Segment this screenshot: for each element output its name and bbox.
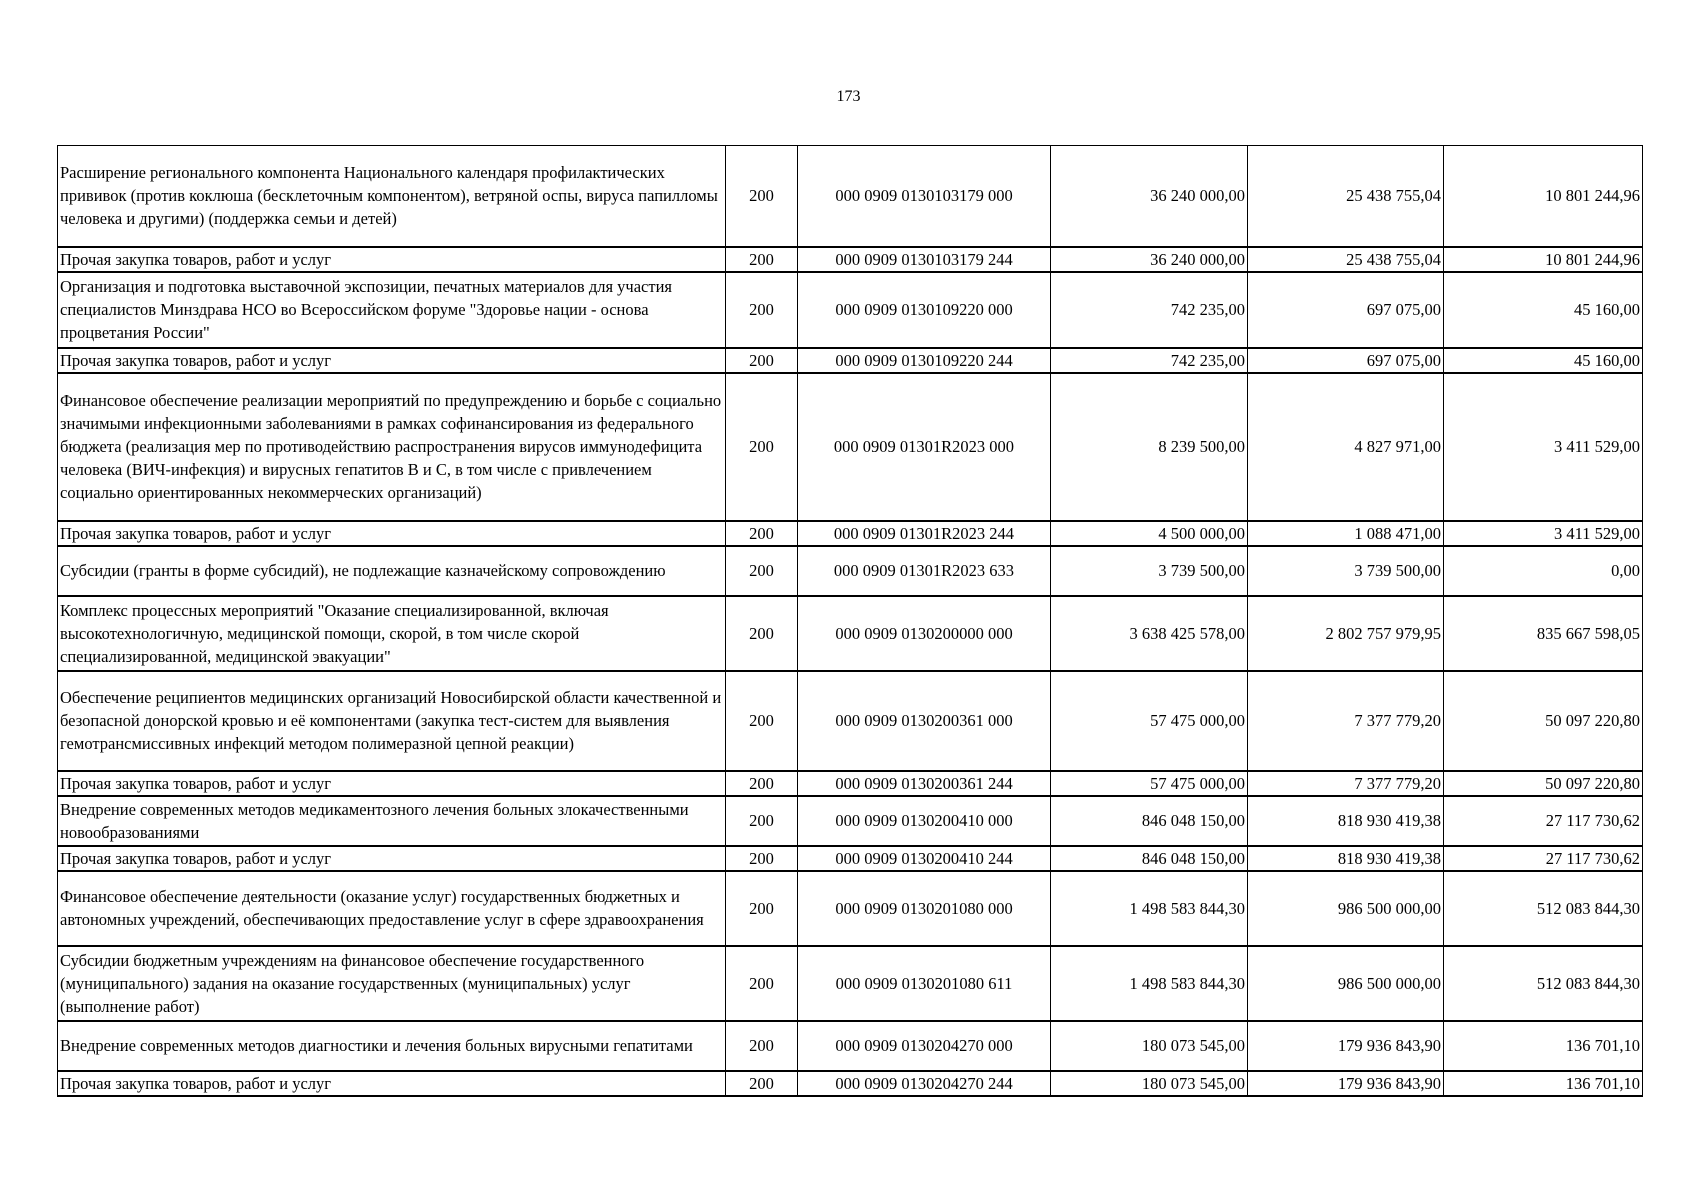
row-kbk: 000 0909 0130103179 244 <box>798 247 1051 272</box>
table-row <box>58 521 1643 546</box>
row-executed: 818 930 419,38 <box>1248 796 1444 846</box>
row-unexecuted: 50 097 220,80 <box>1444 771 1643 796</box>
row-approved: 742 235,00 <box>1051 348 1248 373</box>
row-name: Внедрение современных методов медикаментозного лечения больных злокачественными новообразованиями <box>58 796 726 846</box>
row-approved: 1 498 583 844,30 <box>1051 946 1248 1021</box>
table-row <box>58 247 1643 272</box>
row-executed: 25 438 755,04 <box>1248 146 1444 247</box>
row-name: Финансовое обеспечение реализации мероприятий по предупреждению и борьбе с социально значимыми инфекционными заболеваниями в рамках софинансирования из федерального бюджета (реализация мер по противодействию распространения вирусов иммунодефицита человека (ВИЧ-инфекция) и вирусных гепатитов В и С, в том числе с привлечением социально ориентированных некоммерческих организаций) <box>58 373 726 521</box>
row-code: 200 <box>726 348 798 373</box>
row-unexecuted: 27 117 730,62 <box>1444 796 1643 846</box>
row-kbk: 000 0909 0130109220 000 <box>798 272 1051 348</box>
row-unexecuted: 10 801 244,96 <box>1444 247 1643 272</box>
row-unexecuted: 3 411 529,00 <box>1444 373 1643 521</box>
row-name: Обеспечение реципиентов медицинских организаций Новосибирской области качественной и безопасной донорской кровью и её компонентами (закупка тест-систем для выявления гемотрансмиссивных инфекций методом полимеразной цепной реакции) <box>58 671 726 771</box>
table-row <box>58 771 1643 796</box>
row-code: 200 <box>726 146 798 247</box>
row-approved: 4 500 000,00 <box>1051 521 1248 546</box>
row-executed: 818 930 419,38 <box>1248 846 1444 871</box>
table-row <box>58 373 1643 521</box>
row-executed: 1 088 471,00 <box>1248 521 1444 546</box>
row-executed: 7 377 779,20 <box>1248 771 1444 796</box>
row-name: Прочая закупка товаров, работ и услуг <box>58 247 726 272</box>
row-unexecuted: 136 701,10 <box>1444 1021 1643 1071</box>
table-row <box>58 546 1643 596</box>
table-row <box>58 1071 1643 1096</box>
row-name: Внедрение современных методов диагностики и лечения больных вирусными гепатитами <box>58 1021 726 1071</box>
row-name: Прочая закупка товаров, работ и услуг <box>58 521 726 546</box>
row-approved: 57 475 000,00 <box>1051 771 1248 796</box>
row-kbk: 000 0909 0130200000 000 <box>798 596 1051 671</box>
row-unexecuted: 45 160,00 <box>1444 272 1643 348</box>
row-executed: 3 739 500,00 <box>1248 546 1444 596</box>
row-code: 200 <box>726 846 798 871</box>
table-row <box>58 946 1643 1021</box>
row-name: Расширение регионального компонента Национального календаря профилактических прививок (против коклюша (бесклеточным компонентом), ветряной оспы, вируса папилломы человека и другими) (поддержка семьи и детей) <box>58 146 726 247</box>
row-code: 200 <box>726 596 798 671</box>
row-kbk: 000 0909 0130200410 000 <box>798 796 1051 846</box>
row-name: Организация и подготовка выставочной экспозиции, печатных материалов для участия специалистов Минздрава НСО во Всероссийском форуме "Здоровье нации - основа процветания России" <box>58 272 726 348</box>
row-code: 200 <box>726 1071 798 1096</box>
row-approved: 846 048 150,00 <box>1051 796 1248 846</box>
row-name: Субсидии (гранты в форме субсидий), не подлежащие казначейскому сопровождению <box>58 546 726 596</box>
page-number: 173 <box>836 88 861 105</box>
row-executed: 2 802 757 979,95 <box>1248 596 1444 671</box>
row-approved: 1 498 583 844,30 <box>1051 871 1248 946</box>
row-approved: 57 475 000,00 <box>1051 671 1248 771</box>
row-code: 200 <box>726 546 798 596</box>
row-code: 200 <box>726 373 798 521</box>
row-unexecuted: 45 160,00 <box>1444 348 1643 373</box>
row-code: 200 <box>726 521 798 546</box>
row-name: Прочая закупка товаров, работ и услуг <box>58 771 726 796</box>
row-approved: 180 073 545,00 <box>1051 1071 1248 1096</box>
row-unexecuted: 50 097 220,80 <box>1444 671 1643 771</box>
row-code: 200 <box>726 771 798 796</box>
row-code: 200 <box>726 796 798 846</box>
row-approved: 742 235,00 <box>1051 272 1248 348</box>
table-row <box>58 871 1643 946</box>
row-kbk: 000 0909 0130109220 244 <box>798 348 1051 373</box>
row-approved: 3 739 500,00 <box>1051 546 1248 596</box>
table-row <box>58 348 1643 373</box>
row-approved: 846 048 150,00 <box>1051 846 1248 871</box>
row-executed: 986 500 000,00 <box>1248 946 1444 1021</box>
row-code: 200 <box>726 247 798 272</box>
row-executed: 697 075,00 <box>1248 272 1444 348</box>
row-code: 200 <box>726 272 798 348</box>
row-name: Прочая закупка товаров, работ и услуг <box>58 1071 726 1096</box>
table-row <box>58 596 1643 671</box>
row-unexecuted: 10 801 244,96 <box>1444 146 1643 247</box>
row-kbk: 000 0909 0130204270 000 <box>798 1021 1051 1071</box>
row-executed: 25 438 755,04 <box>1248 247 1444 272</box>
row-unexecuted: 512 083 844,30 <box>1444 946 1643 1021</box>
row-kbk: 000 0909 0130200361 244 <box>798 771 1051 796</box>
budget-table <box>57 145 1643 1097</box>
row-kbk: 000 0909 0130200361 000 <box>798 671 1051 771</box>
row-unexecuted: 27 117 730,62 <box>1444 846 1643 871</box>
budget-table-body <box>58 146 1643 1096</box>
table-row <box>58 1021 1643 1071</box>
row-approved: 8 239 500,00 <box>1051 373 1248 521</box>
row-kbk: 000 0909 01301R2023 244 <box>798 521 1051 546</box>
row-executed: 179 936 843,90 <box>1248 1071 1444 1096</box>
row-code: 200 <box>726 946 798 1021</box>
table-row <box>58 146 1643 247</box>
row-approved: 36 240 000,00 <box>1051 247 1248 272</box>
row-kbk: 000 0909 01301R2023 000 <box>798 373 1051 521</box>
row-unexecuted: 512 083 844,30 <box>1444 871 1643 946</box>
row-code: 200 <box>726 1021 798 1071</box>
row-approved: 180 073 545,00 <box>1051 1021 1248 1071</box>
row-approved: 36 240 000,00 <box>1051 146 1248 247</box>
row-executed: 986 500 000,00 <box>1248 871 1444 946</box>
row-name: Прочая закупка товаров, работ и услуг <box>58 846 726 871</box>
row-name: Прочая закупка товаров, работ и услуг <box>58 348 726 373</box>
table-row <box>58 272 1643 348</box>
row-code: 200 <box>726 671 798 771</box>
table-row <box>58 846 1643 871</box>
row-name: Субсидии бюджетным учреждениям на финансовое обеспечение государственного (муниципального) задания на оказание государственных (муниципальных) услуг (выполнение работ) <box>58 946 726 1021</box>
row-code: 200 <box>726 871 798 946</box>
row-unexecuted: 3 411 529,00 <box>1444 521 1643 546</box>
row-kbk: 000 0909 0130204270 244 <box>798 1071 1051 1096</box>
row-executed: 697 075,00 <box>1248 348 1444 373</box>
row-kbk: 000 0909 01301R2023 633 <box>798 546 1051 596</box>
row-kbk: 000 0909 0130201080 611 <box>798 946 1051 1021</box>
row-name: Финансовое обеспечение деятельности (оказание услуг) государственных бюджетных и автономных учреждений, обеспечивающих предоставление услуг в сфере здравоохранения <box>58 871 726 946</box>
table-row <box>58 671 1643 771</box>
row-name: Комплекс процессных мероприятий "Оказание специализированной, включая высокотехнологичную, медицинской помощи, скорой, в том числе скорой специализированной, медицинской эвакуации" <box>58 596 726 671</box>
table-row <box>58 796 1643 846</box>
row-kbk: 000 0909 0130201080 000 <box>798 871 1051 946</box>
row-unexecuted: 136 701,10 <box>1444 1071 1643 1096</box>
row-executed: 179 936 843,90 <box>1248 1021 1444 1071</box>
row-approved: 3 638 425 578,00 <box>1051 596 1248 671</box>
row-unexecuted: 835 667 598,05 <box>1444 596 1643 671</box>
row-unexecuted: 0,00 <box>1444 546 1643 596</box>
row-kbk: 000 0909 0130200410 244 <box>798 846 1051 871</box>
row-kbk: 000 0909 0130103179 000 <box>798 146 1051 247</box>
row-executed: 7 377 779,20 <box>1248 671 1444 771</box>
row-executed: 4 827 971,00 <box>1248 373 1444 521</box>
